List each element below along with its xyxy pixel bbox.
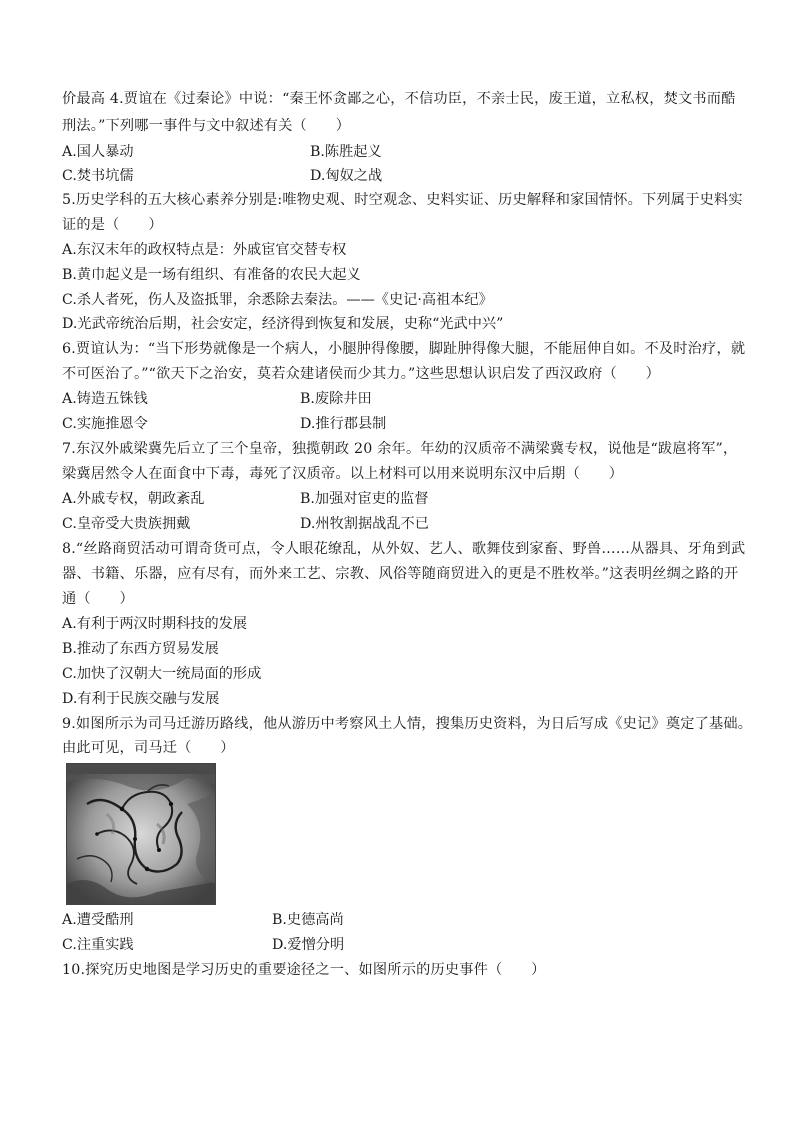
q9-stem-line1: 9.如图所示为司马迁游历路线，他从游历中考察风土人情，搜集历史资料，为日后写成《史记》奠定了基础。: [62, 716, 753, 732]
q8-option-b[interactable]: B.推动了东西方贸易发展: [62, 641, 219, 657]
sima-qian-travel-route-map: [66, 763, 216, 905]
q8-stem-line3: 通（ ）: [62, 591, 134, 607]
q4-option-b[interactable]: B.陈胜起义: [310, 144, 382, 160]
q6-option-a[interactable]: A.铸造五铢钱: [62, 391, 148, 407]
q4-stem-line2: 刑法。”下列哪一事件与文中叙述有关（ ）: [62, 118, 351, 134]
q7-option-a[interactable]: A.外戚专权，朝政紊乱: [62, 491, 205, 507]
q4-option-a[interactable]: A.国人暴动: [62, 144, 134, 160]
q9-option-a[interactable]: A.遭受酷刑: [62, 912, 134, 928]
q5-option-d[interactable]: D.光武帝统治后期，社会安定，经济得到恢复和发展，史称“光武中兴”: [62, 316, 504, 332]
q5-stem-line2: 证的是（ ）: [62, 217, 163, 233]
q5-option-c[interactable]: C.杀人者死，伤人及盗抵罪，余悉除去秦法。——《史记·高祖本纪》: [62, 292, 493, 308]
q4-option-d[interactable]: D.匈奴之战: [310, 168, 383, 184]
q8-stem-line2: 器、书籍、乐器，应有尽有，而外来工艺、宗教、风俗等随商贸进入的更是不胜枚举。”这表明丝绸之路的开: [62, 566, 739, 582]
q7-option-b[interactable]: B.加强对宦吏的监督: [300, 491, 429, 507]
q6-option-b[interactable]: B.废除井田: [300, 391, 372, 407]
q9-option-c[interactable]: C.注重实践: [62, 937, 134, 953]
q7-stem-line2: 梁冀居然令人在面食中下毒，毒死了汉质帝。以上材料可以用来说明东汉中后期（ ）: [62, 466, 624, 482]
q9-option-b[interactable]: B.史德高尚: [272, 912, 344, 928]
q4-option-c[interactable]: C.焚书坑儒: [62, 168, 134, 184]
q9-stem-line2: 由此可见，司马迁（ ）: [62, 740, 235, 756]
q8-option-c[interactable]: C.加快了汉朝大一统局面的形成: [62, 666, 262, 682]
q6-option-d[interactable]: D.推行郡县制: [300, 416, 387, 432]
q7-stem-line1: 7.东汉外戚梁冀先后立了三个皇帝，独揽朝政 20 余年。年幼的汉质帝不满梁冀专权，说他是“跋扈将军”，: [62, 441, 738, 457]
q5-option-a[interactable]: A.东汉末年的政权特点是：外戚宦官交替专权: [62, 242, 347, 258]
q7-option-c[interactable]: C.皇帝受大贵族拥戴: [62, 516, 191, 532]
q5-stem-line1: 5.历史学科的五大核心素养分别是:唯物史观、时空观念、史料实证、历史解释和家国情怀。下列属于史料实: [62, 192, 743, 208]
q8-option-d[interactable]: D.有利于民族交融与发展: [62, 691, 220, 707]
q4-stem-line1: 价最高 4.贾谊在《过秦论》中说：“秦王怀贪鄙之心，不信功臣，不亲士民，废王道，立私权，焚文书而酷: [62, 91, 736, 107]
q5-option-b[interactable]: B.黄巾起义是一场有组织、有准备的农民大起义: [62, 267, 361, 283]
q10-stem-line1: 10.探究历史地图是学习历史的重要途径之一、如图所示的历史事件（ ）: [62, 962, 546, 978]
q9-option-d[interactable]: D.爱憎分明: [272, 937, 345, 953]
q8-option-a[interactable]: A.有利于两汉时期科技的发展: [62, 616, 248, 632]
q7-option-d[interactable]: D.州牧割据战乱不已: [300, 516, 429, 532]
q6-stem-line1: 6.贾谊认为：“当下形势就像是一个病人，小腿肿得像腰，脚趾肿得像大腿，不能屈伸自如。不及时治疗，就: [62, 341, 746, 357]
q6-option-c[interactable]: C.实施推恩令: [62, 416, 148, 432]
map-image: [67, 764, 215, 904]
q6-stem-line2: 不可医治了。”“欲天下之治安，莫若众建诸侯而少其力。”这些思想认识启发了西汉政府（ ）: [62, 366, 661, 382]
q8-stem-line1: 8.“丝路商贸活动可谓奇货可点，令人眼花缭乱，从外奴、艺人、歌舞伎到家畜、野兽……从器具、牙角到武: [62, 541, 746, 557]
